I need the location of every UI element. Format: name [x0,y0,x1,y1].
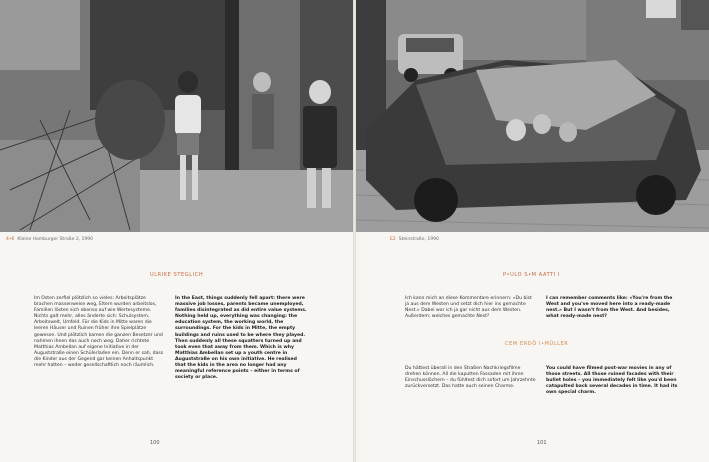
right-page-number: 101 [537,440,547,446]
left-english-column: In the East, things suddenly fell apart: there were massive job losses, parents became unemployed, families disintegrated as did entire value systems. Nothing held up, everything was changing: the education system, the working world, the surroundings. For the kids in Mitte, the empty buildings and ruins used to be where they played. Then suddenly all these squatters turned up and took even that away from them. Which is why Matthias Ambellan set up a youth centre in Auguststraße on his own initiative. He realised that the kids in the area no longer had any meaningful reference points – either in terms of society or place. [175,296,307,381]
right-caption-number: E2 [390,237,396,242]
right-german-column-1: Ich kann mich an diese Kommentare erinnern: «Du bist ja aus dem Westen und setzt dich hier ins gemachte Nest.» Dabei war ich ja gar nicht aus dem Westen. Außerdem: welches gemachte Nest? [405,296,532,320]
left-page-number: 100 [150,440,160,446]
right-english-column-1: I can remember comments like: «You're from the West and you've moved here into a ready-made nest.» But I wasn't from the West. And besides, what ready-made nest? [546,296,673,320]
photo-children-courtyard [0,0,353,232]
photo-children-wrecked-car [356,0,709,232]
right-german-column-2: Du hättest überall in den Straßen Nachkriegsfilme drehen können. All die kaputten Fassaden mit ihren Einschusslöchern – du fühltest dich sofort um Jahrzehnte zurückversetzt. Das hatte auch seinen Charme. [405,366,536,390]
right-speaker-name-2: CEM ERDÖ I•MÜLLER [505,341,569,347]
left-caption-text: Kleine Hamburger Straße 2, 1990 [17,237,94,242]
left-speaker-name: ULRIKE STEGLICH [150,272,204,278]
left-caption-number: 4•6 [6,237,15,242]
right-english-column-2: You could have filmed post-war movies in any of those streets. All those ruined facades with their bullet holes – you immediately felt like you'd been catapulted back several decades in time. It had its own special charm. [546,366,678,396]
right-caption-text: Steinstraße, 1990 [398,237,439,242]
left-photo-caption [6,237,93,242]
right-speaker-name: P•ULO S•M AATTI I [503,272,561,278]
right-photo-caption [390,237,439,242]
left-german-column: Im Osten zerfiel plötzlich so vieles: Arbeitsplätze brachen massenweise weg, Eltern wurden arbeitslos, Familien lösten sich ebenso auf wie Wertesysteme. Nichts galt mehr, alles änderte sich: Schulsystem, Arbeitswelt, Umfeld. Für die Kids in Mitte waren die leeren Häuser und Ruinen früher ihre Spielplätze gewesen. Und plötzlich kamen die ganzen Besetzer und nahmen ihnen das auch noch weg. Daher richtete Matthias Ambellan auf eigene Initiative in der Auguststraße einen Schülerladen ein. Denn er sah, dass die Kinder aus der Gegend gar keinen Anhaltspunkt mehr hatten – weder gesellschaftlich noch räumlich. [34,296,164,369]
